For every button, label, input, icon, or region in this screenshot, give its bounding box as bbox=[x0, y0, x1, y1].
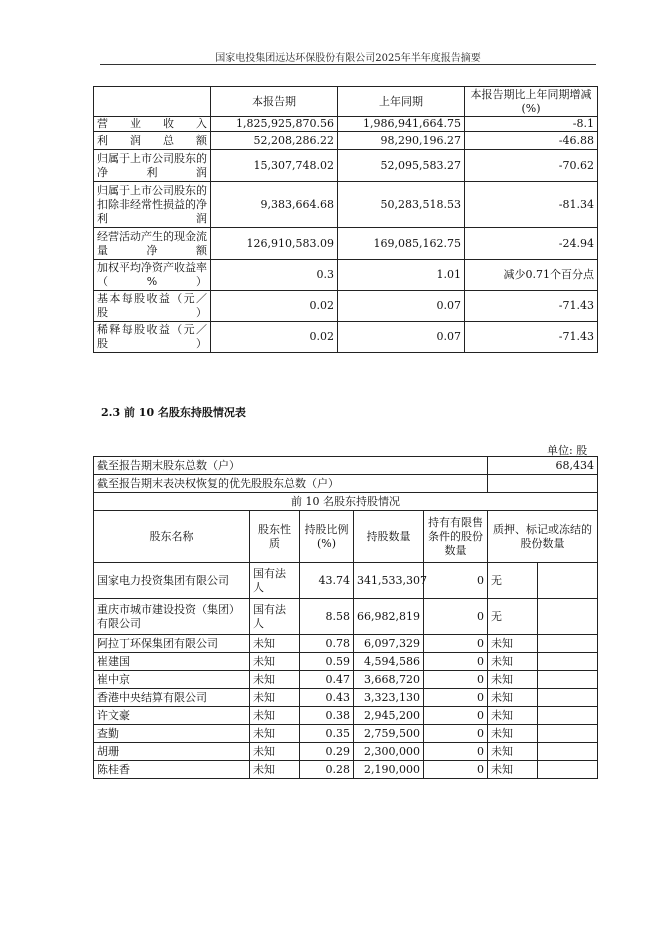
share-count: 341,533,307 bbox=[354, 563, 424, 599]
table-row bbox=[94, 260, 598, 291]
shareholder-name: 胡珊 bbox=[94, 743, 250, 761]
pledge-quantity bbox=[538, 653, 598, 671]
restricted-shares: 0 bbox=[424, 671, 488, 689]
change-percent-value: -24.94 bbox=[465, 228, 598, 260]
table-row bbox=[94, 743, 598, 761]
row-label: 归属于上市公司股东的净利润 bbox=[94, 150, 211, 182]
total-shareholders-row bbox=[94, 457, 598, 475]
pledge-status: 无 bbox=[488, 599, 538, 635]
share-count: 66,982,819 bbox=[354, 599, 424, 635]
holding-ratio: 0.78 bbox=[300, 635, 354, 653]
row-label: 基本每股收益（元／股） bbox=[94, 291, 211, 322]
current-period-value: 15,307,748.02 bbox=[211, 150, 338, 182]
prior-period-value: 0.07 bbox=[338, 322, 465, 353]
unit-label: 单位: 股 bbox=[547, 444, 588, 457]
pledge-status: 未知 bbox=[488, 761, 538, 779]
holding-ratio: 43.74 bbox=[300, 563, 354, 599]
change-percent-value: -81.34 bbox=[465, 182, 598, 228]
prior-period-value: 1.01 bbox=[338, 260, 465, 291]
preferred-shareholders-row bbox=[94, 475, 598, 493]
share-count: 2,945,200 bbox=[354, 707, 424, 725]
page-header: 国家电投集团远达环保股份有限公司2025年半年度报告摘要 bbox=[215, 53, 481, 64]
header-cell: 质押、标记或冻结的股份数量 bbox=[488, 511, 598, 563]
restricted-shares: 0 bbox=[424, 563, 488, 599]
header-cell: 持股数量 bbox=[354, 511, 424, 563]
shareholder-nature: 未知 bbox=[250, 635, 300, 653]
table-row bbox=[94, 689, 598, 707]
current-period-value: 0.3 bbox=[211, 260, 338, 291]
pledge-status: 未知 bbox=[488, 743, 538, 761]
share-count: 3,668,720 bbox=[354, 671, 424, 689]
shareholder-name: 阿拉丁环保集团有限公司 bbox=[94, 635, 250, 653]
current-period-value: 1,825,925,870.56 bbox=[211, 117, 338, 132]
shareholder-name: 许文豪 bbox=[94, 707, 250, 725]
shareholder-nature: 未知 bbox=[250, 689, 300, 707]
pledge-quantity bbox=[538, 599, 598, 635]
table-row bbox=[94, 725, 598, 743]
share-count: 2,190,000 bbox=[354, 761, 424, 779]
shareholder-nature: 未知 bbox=[250, 653, 300, 671]
header-cell: 股东性质 bbox=[250, 511, 300, 563]
table-header-row bbox=[94, 87, 598, 117]
pledge-status: 未知 bbox=[488, 671, 538, 689]
pledge-quantity bbox=[538, 761, 598, 779]
prior-period-value: 50,283,518.53 bbox=[338, 182, 465, 228]
subtitle-row bbox=[94, 493, 598, 511]
row-label: 营业收入 bbox=[94, 117, 211, 132]
header-cell: 持有有限售条件的股份数量 bbox=[424, 511, 488, 563]
restricted-shares: 0 bbox=[424, 707, 488, 725]
shareholder-name: 崔建国 bbox=[94, 653, 250, 671]
pledge-status: 未知 bbox=[488, 689, 538, 707]
share-count: 6,097,329 bbox=[354, 635, 424, 653]
current-period-value: 9,383,664.68 bbox=[211, 182, 338, 228]
holding-ratio: 0.38 bbox=[300, 707, 354, 725]
pledge-status: 无 bbox=[488, 563, 538, 599]
pledge-quantity bbox=[538, 725, 598, 743]
pledge-quantity bbox=[538, 689, 598, 707]
prior-period-value: 98,290,196.27 bbox=[338, 132, 465, 150]
change-percent-value: -8.1 bbox=[465, 117, 598, 132]
shareholder-nature: 未知 bbox=[250, 725, 300, 743]
table-row bbox=[94, 563, 598, 599]
holding-ratio: 8.58 bbox=[300, 599, 354, 635]
pledge-status: 未知 bbox=[488, 635, 538, 653]
prior-period-value: 1,986,941,664.75 bbox=[338, 117, 465, 132]
pledge-status: 未知 bbox=[488, 725, 538, 743]
change-percent-value: -71.43 bbox=[465, 322, 598, 353]
current-period-value: 52,208,286.22 bbox=[211, 132, 338, 150]
current-period-value: 0.02 bbox=[211, 322, 338, 353]
shareholder-name: 查勤 bbox=[94, 725, 250, 743]
shareholder-name: 香港中央结算有限公司 bbox=[94, 689, 250, 707]
shareholder-nature: 未知 bbox=[250, 707, 300, 725]
holding-ratio: 0.28 bbox=[300, 761, 354, 779]
section-title: 2.3 前 10 名股东持股情况表 bbox=[101, 406, 246, 419]
current-period-value: 0.02 bbox=[211, 291, 338, 322]
shareholder-nature: 未知 bbox=[250, 671, 300, 689]
table-subtitle: 前 10 名股东持股情况 bbox=[94, 493, 598, 511]
table-row bbox=[94, 635, 598, 653]
table-header-row bbox=[94, 511, 598, 563]
restricted-shares: 0 bbox=[424, 599, 488, 635]
header-cell bbox=[94, 87, 211, 117]
table-row bbox=[94, 653, 598, 671]
share-count: 2,759,500 bbox=[354, 725, 424, 743]
shareholder-name: 陈桂香 bbox=[94, 761, 250, 779]
row-label: 加权平均净资产收益率（%） bbox=[94, 260, 211, 291]
current-period-value: 126,910,583.09 bbox=[211, 228, 338, 260]
header-divider bbox=[100, 64, 596, 65]
total-shareholders-value: 68,434 bbox=[488, 457, 598, 475]
pledge-quantity bbox=[538, 707, 598, 725]
table-row bbox=[94, 322, 598, 353]
change-percent-value: -46.88 bbox=[465, 132, 598, 150]
table-row bbox=[94, 671, 598, 689]
table-row bbox=[94, 707, 598, 725]
row-label: 归属于上市公司股东的扣除非经常性损益的净利润 bbox=[94, 182, 211, 228]
shareholder-nature: 未知 bbox=[250, 761, 300, 779]
prior-period-value: 52,095,583.27 bbox=[338, 150, 465, 182]
holding-ratio: 0.47 bbox=[300, 671, 354, 689]
row-label: 经营活动产生的现金流量净额 bbox=[94, 228, 211, 260]
table-row bbox=[94, 132, 598, 150]
shareholder-nature: 国有法人 bbox=[250, 599, 300, 635]
prior-period-value: 169,085,162.75 bbox=[338, 228, 465, 260]
preferred-shareholders-value bbox=[488, 475, 598, 493]
table-row bbox=[94, 291, 598, 322]
table-row bbox=[94, 761, 598, 779]
pledge-quantity bbox=[538, 743, 598, 761]
header-cell: 上年同期 bbox=[338, 87, 465, 117]
restricted-shares: 0 bbox=[424, 725, 488, 743]
prior-period-value: 0.07 bbox=[338, 291, 465, 322]
row-label: 利润总额 bbox=[94, 132, 211, 150]
change-percent-value: -71.43 bbox=[465, 291, 598, 322]
holding-ratio: 0.35 bbox=[300, 725, 354, 743]
restricted-shares: 0 bbox=[424, 743, 488, 761]
share-count: 3,323,130 bbox=[354, 689, 424, 707]
shareholder-table bbox=[93, 456, 598, 779]
header-cell: 持股比例(%) bbox=[300, 511, 354, 563]
table-row bbox=[94, 117, 598, 132]
table-row bbox=[94, 150, 598, 182]
restricted-shares: 0 bbox=[424, 635, 488, 653]
row-label: 稀释每股收益（元／股） bbox=[94, 322, 211, 353]
shareholder-name: 国家电力投资集团有限公司 bbox=[94, 563, 250, 599]
shareholder-nature: 国有法人 bbox=[250, 563, 300, 599]
shareholder-name: 崔中京 bbox=[94, 671, 250, 689]
restricted-shares: 0 bbox=[424, 653, 488, 671]
pledge-status: 未知 bbox=[488, 707, 538, 725]
holding-ratio: 0.59 bbox=[300, 653, 354, 671]
change-percent-value: 减少0.71个百分点 bbox=[465, 260, 598, 291]
pledge-quantity bbox=[538, 563, 598, 599]
header-cell: 股东名称 bbox=[94, 511, 250, 563]
pledge-quantity bbox=[538, 671, 598, 689]
table-row bbox=[94, 228, 598, 260]
restricted-shares: 0 bbox=[424, 761, 488, 779]
pledge-status: 未知 bbox=[488, 653, 538, 671]
total-shareholders-label: 截至报告期末股东总数（户） bbox=[94, 457, 488, 475]
pledge-quantity bbox=[538, 635, 598, 653]
shareholder-name: 重庆市城市建设投资（集团）有限公司 bbox=[94, 599, 250, 635]
financial-summary-table bbox=[93, 86, 598, 353]
holding-ratio: 0.43 bbox=[300, 689, 354, 707]
header-cell: 本报告期比上年同期增减(%) bbox=[465, 87, 598, 117]
table-row bbox=[94, 182, 598, 228]
share-count: 4,594,586 bbox=[354, 653, 424, 671]
shareholder-nature: 未知 bbox=[250, 743, 300, 761]
table-row bbox=[94, 599, 598, 635]
preferred-shareholders-label: 截至报告期末表决权恢复的优先股股东总数（户） bbox=[94, 475, 488, 493]
change-percent-value: -70.62 bbox=[465, 150, 598, 182]
share-count: 2,300,000 bbox=[354, 743, 424, 761]
holding-ratio: 0.29 bbox=[300, 743, 354, 761]
restricted-shares: 0 bbox=[424, 689, 488, 707]
header-cell: 本报告期 bbox=[211, 87, 338, 117]
